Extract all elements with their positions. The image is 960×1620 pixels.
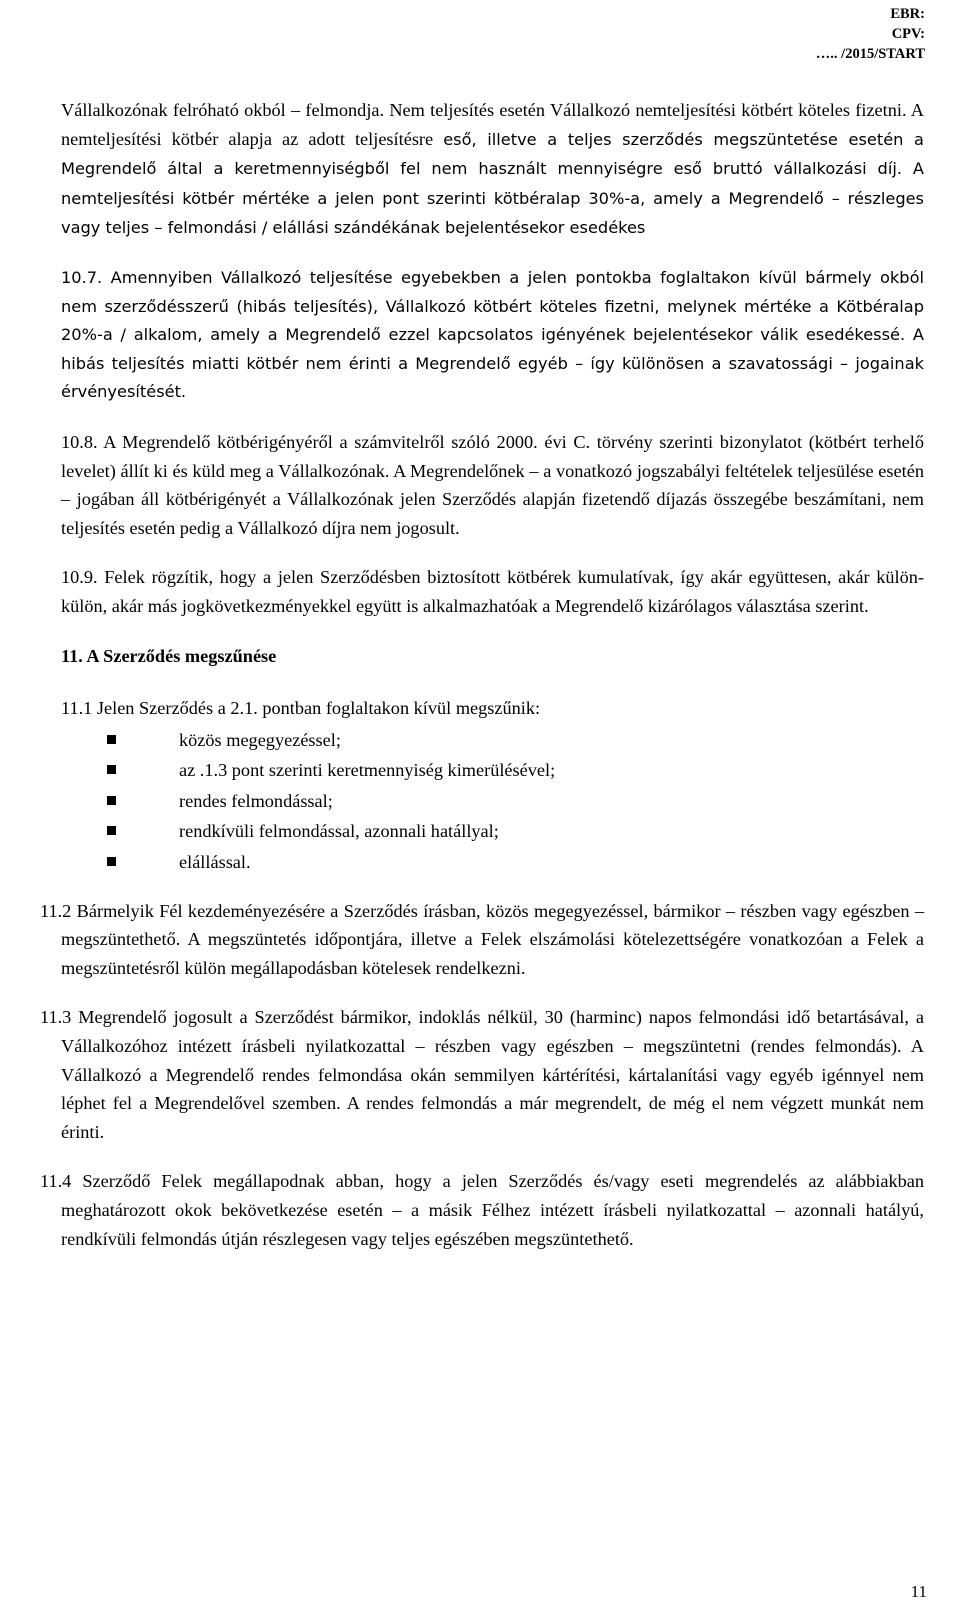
header-reference: ….. /2015/START: [815, 46, 925, 62]
header-ebr: EBR:: [890, 6, 925, 22]
document-body: [40, 96, 924, 1274]
paragraph-10-7: 10.7. Amennyiben Vállalkozó teljesítése egyebekben a jelen pontokba foglaltakon kívül bármely okból nem szerződésszerű (hibás teljesítés), Vállalkozó kötbért köteles fizetni, melynek mértéke a Kötbéralap 20%-a / alkalom, amely a Megrendelő ezzel kapcsolatos igényének bejelentésekor válik esedékessé. A hibás teljesítés miatti kötbér nem érinti a Megrendelő egyéb – így különösen a szavatossági – jogainak érvényesítését.: [61, 267, 924, 402]
list-item-text: az .1.3 pont szerinti keretmennyiség kimerülésével;: [179, 760, 556, 781]
square-bullet-icon: [107, 857, 116, 866]
list-item: [61, 755, 924, 786]
list-item-text: közös megegyezéssel;: [179, 729, 341, 750]
page-header: [816, 4, 925, 64]
paragraph-penalty-part2: eső, illetve a teljes szerződés megszüntetése esetén a Megrendelő által a keretmennyiségből fel nem használt mennyiségre eső bruttó vállalkozási díj. A nemteljesítési kötbér mértéke a jelen pont szerinti kötbéralap 30%-a, amely a Megrendelő – részleges vagy teljes – felmondási / elállási szándékának bejelentésekor esedékes: [61, 129, 924, 238]
square-bullet-icon: [107, 735, 116, 744]
list-item-text: rendes felmondással;: [179, 790, 333, 811]
paragraph-10-9: 10.9. Felek rögzítik, hogy a jelen Szerződésben biztosított kötbérek kumulatívak, így akár együttesen, akár külön-külön, akár más jogkövetkezményekkel együtt is alkalmazhatóak a Megrendelő kizárólagos választása szerint.: [61, 567, 924, 616]
list-item-text: rendkívüli felmondással, azonnali hatállyal;: [179, 821, 499, 842]
square-bullet-icon: [107, 826, 116, 835]
section-heading-11: 11. A Szerződés megszűnése: [61, 645, 277, 666]
list-item: [61, 725, 924, 756]
paragraph-11-1-intro: 11.1 Jelen Szerződés a 2.1. pontban foglaltakon kívül megszűnik:: [61, 698, 541, 719]
termination-methods-list: [61, 725, 924, 878]
square-bullet-icon: [107, 765, 116, 774]
paragraph-penalty-part1: Vállalkozónak felróható okból – felmondja. Nem teljesítés esetén Vállalkozó nemteljesítési kötbért köteles fizetni. A nemteljesítési kötbér alapja az adott teljesítésre: [61, 100, 924, 149]
square-bullet-icon: [107, 796, 116, 805]
paragraph-11-2: 11.2 Bármelyik Fél kezdeményezésére a Szerződés írásban, közös megegyezéssel, bármikor – részben vagy egészben – megszüntethető. A megszüntetés időpontjára, illetve a Felek elszámolási kötelezettségére vonatkozóan a Felek a megszüntetésről külön megállapodásban kötelesek rendelkezni.: [40, 900, 924, 978]
paragraph-penalty-nonperformance: [61, 96, 924, 243]
header-cpv: CPV:: [891, 26, 925, 42]
paragraph-11-4: 11.4 Szerződő Felek megállapodnak abban, hogy a jelen Szerződés és/vagy eseti megrendelés az alábbiakban meghatározott okok bekövetkezése esetén – a másik Félhez intézett írásbeli nyilatkozattal – azonnali hatályú, rendkívüli felmondás útján részlegesen vagy teljes egészében megszüntethető.: [40, 1171, 924, 1249]
list-item: [61, 847, 924, 878]
paragraph-11-3: 11.3 Megrendelő jogosult a Szerződést bármikor, indoklás nélkül, 30 (harminc) napos felmondási idő betartásával, a Vállalkozóhoz intézett írásbeli nyilatkozattal – részben vagy egészben – megszüntetni (rendes felmondás). A Vállalkozó a Megrendelő rendes felmondása okán semmilyen kártérítési, kártalanítási vagy egyéb igénnyel nem léphet fel a Megrendelővel szemben. A rendes felmondás a már megrendelt, de még el nem végzett munkát nem érinti.: [40, 1007, 924, 1142]
list-item-text: elállással.: [179, 852, 251, 873]
list-item: [61, 816, 924, 847]
paragraph-10-8: 10.8. A Megrendelő kötbérigényéről a számvitelről szóló 2000. évi C. törvény szerinti bizonylatot (kötbért terhelő levelet) állít ki és küld meg a Vállalkozónak. A Megrendelőnek – a vonatkozó jogszabályi feltételek teljesülése esetén – jogában áll kötbérigényét a Vállalkozónak jelen Szerződés alapján fizetendő díjazás összegébe beszámítani, nem teljesítés esetén pedig a Vállalkozó díjra nem jogosult.: [61, 431, 924, 538]
page-number: 11: [910, 1582, 927, 1601]
list-item: [61, 786, 924, 817]
